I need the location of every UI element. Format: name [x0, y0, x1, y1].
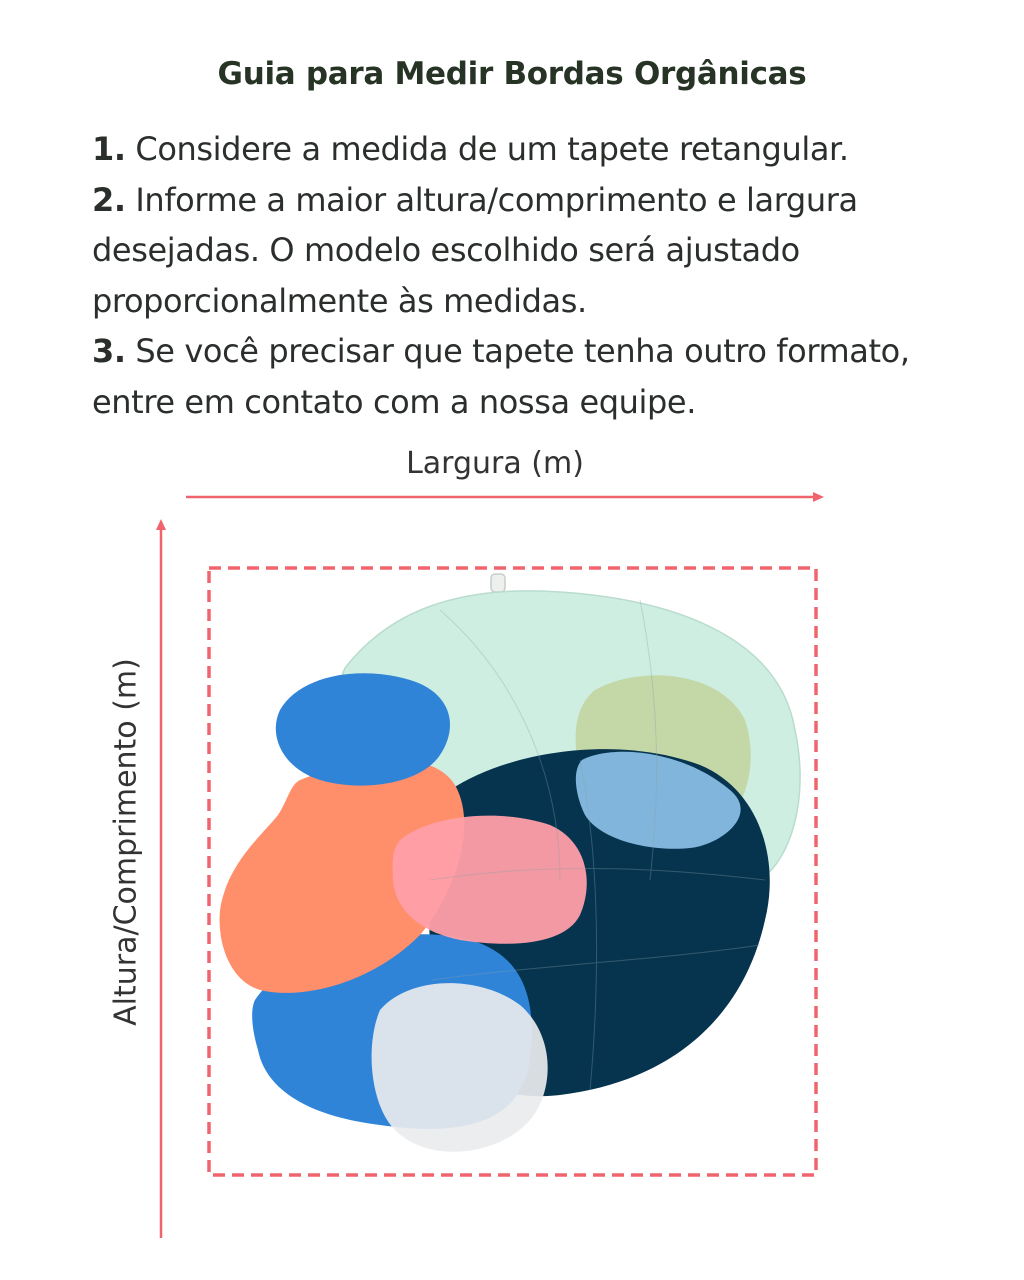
step-number: 3. [92, 332, 126, 370]
step-text: Se você precisar que tapete tenha outro formato, entre em contato com a nossa equipe. [92, 332, 910, 421]
page-title: Guia para Medir Bordas Orgânicas [217, 56, 807, 92]
step-text: Informe a maior altura/comprimento e largura desejadas. O modelo escolhido será ajustado proporcionalmente às medidas. [92, 180, 858, 320]
rug-hanger-tab [491, 574, 505, 592]
height-arrow [156, 519, 166, 1238]
width-arrow [186, 492, 824, 502]
blue-top-blob [276, 673, 450, 785]
step-number: 1. [92, 130, 126, 168]
step-number: 2. [92, 180, 126, 219]
step-text: Considere a medida de um tapete retangular. [125, 130, 849, 168]
organic-rug-illustration [220, 574, 801, 1152]
height-axis-label: Altura/Comprimento (m) [108, 658, 144, 1026]
light-gray-blob [372, 983, 548, 1152]
width-axis-label: Largura (m) [406, 446, 584, 481]
